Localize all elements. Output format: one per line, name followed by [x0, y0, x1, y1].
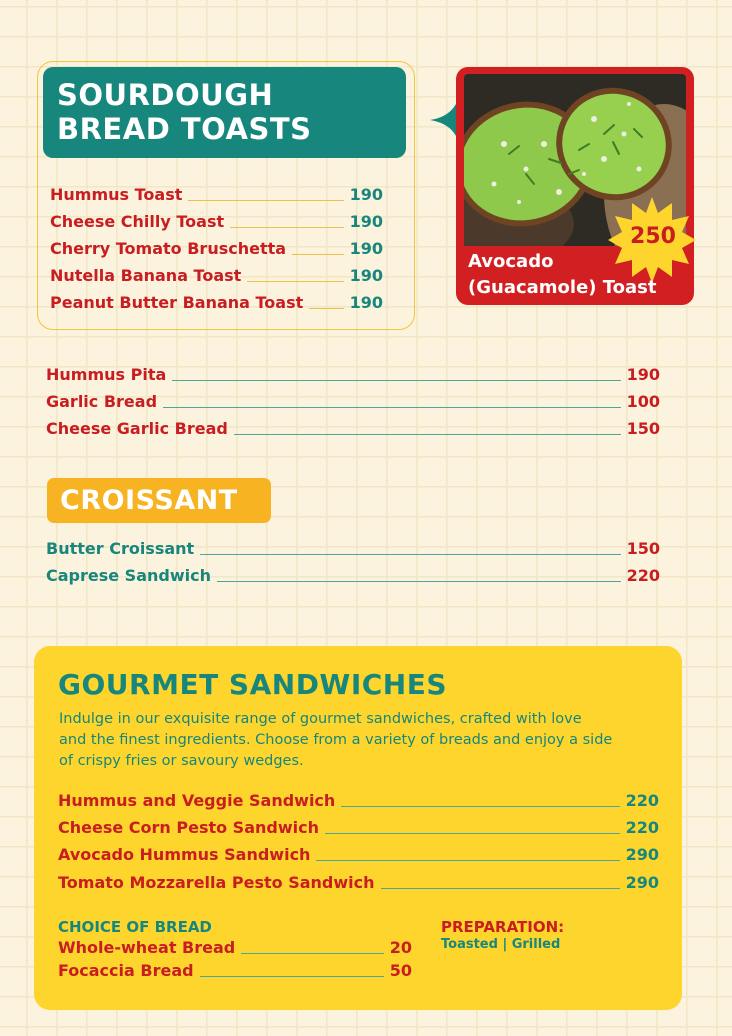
item-name: Cheese Chilly Toast	[50, 212, 225, 231]
item-name: Avocado Hummus Sandwich	[58, 845, 311, 864]
menu-item	[46, 365, 660, 385]
gourmet-title: GOURMET SANDWICHES	[58, 668, 448, 701]
gourmet-description-line3: of crispy fries or savoury wedges.	[59, 753, 304, 769]
item-price: 190	[626, 365, 660, 384]
leader-line	[163, 407, 621, 408]
item-name: Tomato Mozzarella Pesto Sandwich	[58, 873, 375, 892]
leader-line	[325, 833, 620, 834]
leader-line	[230, 227, 343, 228]
leader-line	[316, 860, 619, 861]
menu-item	[50, 212, 383, 232]
preparation-value: Toasted | Grilled	[441, 937, 561, 952]
item-price: 150	[626, 419, 660, 438]
leader-line	[217, 581, 621, 582]
leader-line	[247, 281, 343, 282]
item-name: Caprese Sandwich	[46, 566, 211, 585]
sourdough-title-line2: BREAD TOASTS	[57, 112, 312, 146]
item-name: Focaccia Bread	[58, 961, 194, 980]
menu-item	[58, 791, 659, 811]
item-name: Whole-wheat Bread	[58, 938, 236, 957]
item-price: 220	[626, 566, 660, 585]
leader-line	[188, 200, 343, 201]
item-name: Hummus and Veggie Sandwich	[58, 791, 336, 810]
item-price: 100	[626, 392, 660, 411]
leader-line	[241, 953, 384, 954]
item-price: 220	[625, 818, 659, 837]
preparation-title: PREPARATION:	[441, 918, 565, 936]
item-price: 190	[349, 212, 383, 231]
item-price: 150	[626, 539, 660, 558]
menu-item	[58, 845, 659, 865]
croissant-title-banner	[47, 478, 271, 523]
feature-price: 250	[630, 224, 676, 249]
gourmet-section	[34, 646, 682, 1010]
gourmet-description-line2: and the finest ingredients. Choose from a variety of breads and enjoy a side	[59, 732, 613, 748]
menu-item	[58, 938, 412, 958]
item-price: 190	[349, 185, 383, 204]
leader-line	[172, 380, 620, 381]
leader-line	[292, 254, 344, 255]
menu-item	[46, 539, 660, 559]
item-name: Cherry Tomato Bruschetta	[50, 239, 287, 258]
menu-item	[50, 185, 383, 205]
menu-item	[58, 961, 412, 981]
item-name: Cheese Garlic Bread	[46, 419, 228, 438]
leader-line	[309, 308, 343, 309]
menu-item	[46, 392, 660, 412]
menu-item	[50, 293, 383, 313]
feature-card	[456, 67, 694, 305]
sourdough-title-line1: SOURDOUGH	[57, 78, 274, 112]
item-name: Garlic Bread	[46, 392, 158, 411]
item-price: 220	[625, 791, 659, 810]
sourdough-title-banner	[43, 67, 406, 158]
gourmet-description-line1: Indulge in our exquisite range of gourmet sandwiches, crafted with love	[59, 711, 582, 727]
item-name: Nutella Banana Toast	[50, 266, 242, 285]
item-name: Butter Croissant	[46, 539, 195, 558]
item-name: Peanut Butter Banana Toast	[50, 293, 304, 312]
item-name: Cheese Corn Pesto Sandwich	[58, 818, 319, 837]
leader-line	[200, 554, 620, 555]
feature-name-line2: (Guacamole) Toast	[468, 277, 657, 298]
leader-line	[200, 976, 384, 977]
item-price: 190	[349, 239, 383, 258]
menu-item	[58, 818, 659, 838]
item-price: 290	[625, 845, 659, 864]
feature-name-line1: Avocado	[468, 251, 554, 272]
menu-item	[46, 566, 660, 586]
item-price: 20	[389, 938, 412, 957]
item-name: Hummus Toast	[50, 185, 183, 204]
item-name: Hummus Pita	[46, 365, 167, 384]
item-price: 190	[349, 293, 383, 312]
menu-item	[50, 239, 383, 259]
croissant-title: CROISSANT	[60, 485, 238, 516]
item-price: 190	[349, 266, 383, 285]
item-price: 50	[389, 961, 412, 980]
menu-item	[46, 419, 660, 439]
leader-line	[341, 806, 619, 807]
item-price: 290	[625, 873, 659, 892]
menu-item	[50, 266, 383, 286]
menu-item	[58, 873, 659, 893]
leader-line	[381, 888, 620, 889]
leader-line	[234, 434, 621, 435]
bread-choice-title: CHOICE OF BREAD	[58, 918, 212, 936]
